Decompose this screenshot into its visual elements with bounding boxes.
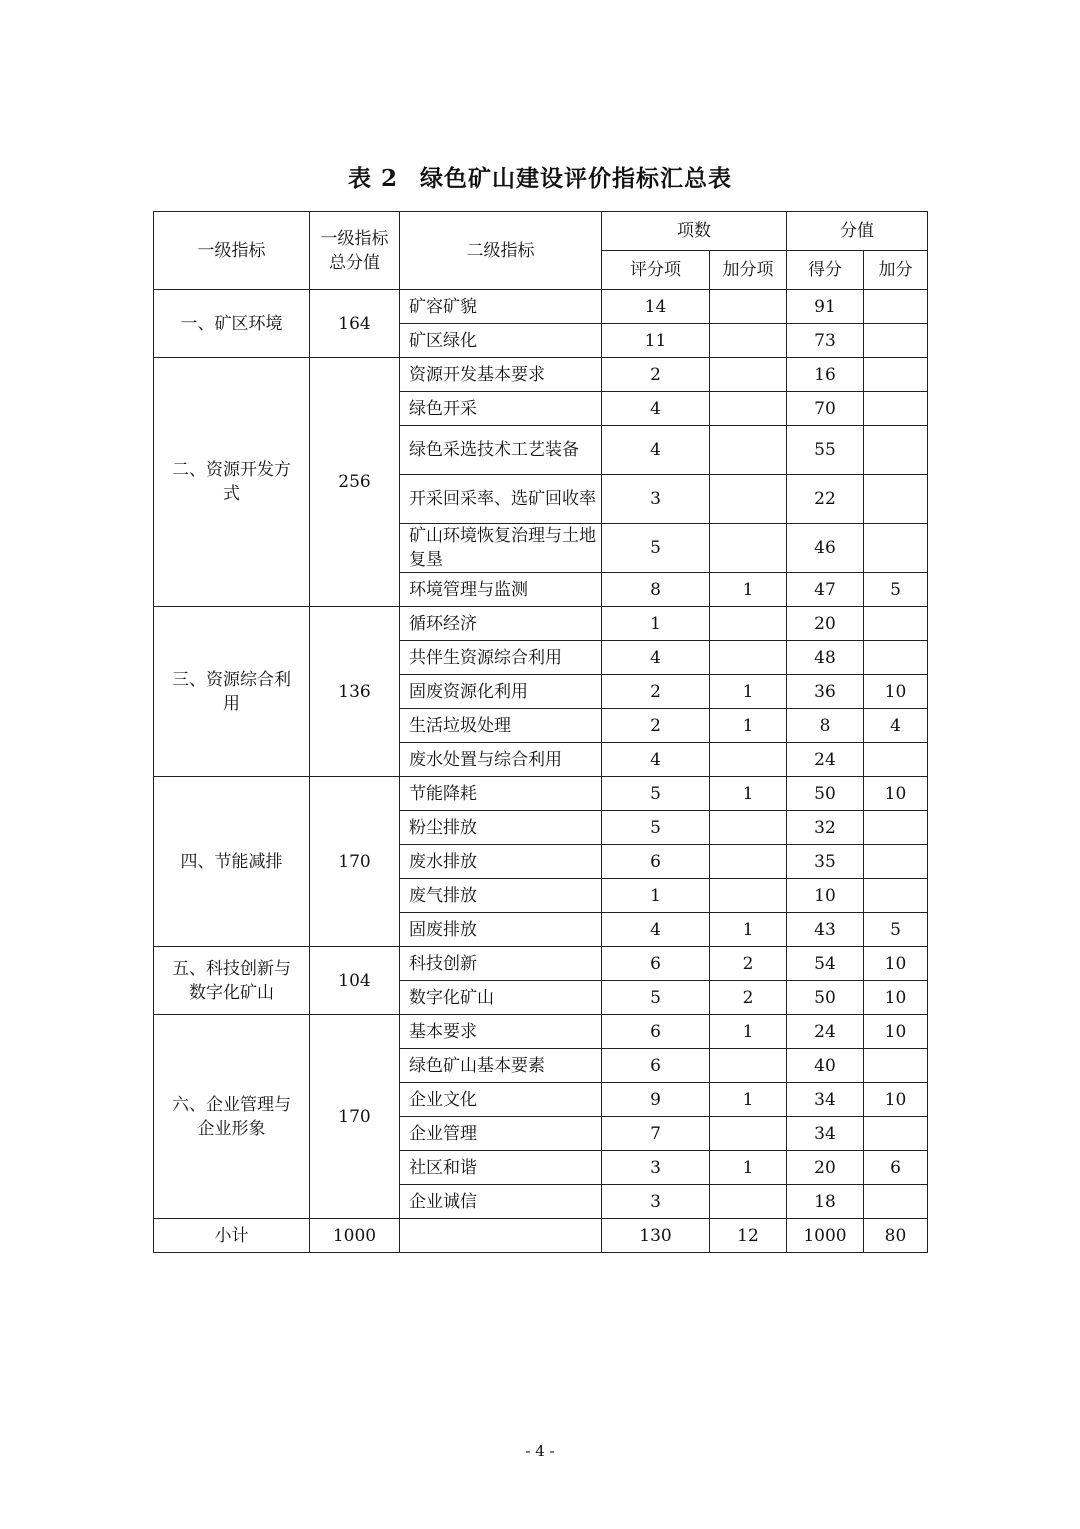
score-cell: 50 <box>787 981 864 1015</box>
level2-indicator: 企业管理 <box>400 1117 602 1151</box>
level2-indicator: 废水处置与综合利用 <box>400 743 602 777</box>
level1-total: 256 <box>310 358 400 607</box>
level2-indicator: 固废排放 <box>400 913 602 947</box>
scoring-items-cell: 6 <box>602 1015 710 1049</box>
scoring-items-cell: 4 <box>602 641 710 675</box>
total-level1-total: 1000 <box>310 1219 400 1253</box>
level2-indicator: 环境管理与监测 <box>400 573 602 607</box>
bonus-items-cell: 1 <box>710 913 787 947</box>
scoring-items-cell: 7 <box>602 1117 710 1151</box>
bonus-cell: 10 <box>864 675 928 709</box>
total-score: 1000 <box>787 1219 864 1253</box>
scoring-items-cell: 4 <box>602 392 710 426</box>
header-bonus-items: 加分项 <box>710 251 787 290</box>
scoring-items-cell: 1 <box>602 607 710 641</box>
bonus-items-cell <box>710 358 787 392</box>
summary-table <box>153 211 928 1253</box>
bonus-items-cell: 1 <box>710 1015 787 1049</box>
level1-total: 104 <box>310 947 400 1015</box>
scoring-items-cell: 6 <box>602 947 710 981</box>
bonus-items-cell: 2 <box>710 947 787 981</box>
bonus-items-cell <box>710 607 787 641</box>
bonus-cell <box>864 324 928 358</box>
bonus-cell: 5 <box>864 913 928 947</box>
scoring-items-cell: 2 <box>602 675 710 709</box>
level2-indicator: 开采回采率、选矿回收率 <box>400 475 602 524</box>
bonus-cell <box>864 607 928 641</box>
total-bonus-items: 12 <box>710 1219 787 1253</box>
bonus-cell <box>864 392 928 426</box>
bonus-cell <box>864 811 928 845</box>
header-score-group: 分值 <box>787 212 928 251</box>
score-cell: 22 <box>787 475 864 524</box>
bonus-cell: 10 <box>864 777 928 811</box>
level2-indicator: 科技创新 <box>400 947 602 981</box>
scoring-items-cell: 6 <box>602 845 710 879</box>
scoring-items-cell: 4 <box>602 426 710 475</box>
level2-indicator: 企业文化 <box>400 1083 602 1117</box>
page-number: - 4 - <box>525 1442 555 1460</box>
level2-indicator: 废水排放 <box>400 845 602 879</box>
level2-indicator: 资源开发基本要求 <box>400 358 602 392</box>
score-cell: 46 <box>787 524 864 573</box>
scoring-items-cell: 11 <box>602 324 710 358</box>
level1-total: 170 <box>310 1015 400 1219</box>
header-count-group: 项数 <box>602 212 787 251</box>
score-cell: 35 <box>787 845 864 879</box>
bonus-cell: 10 <box>864 1083 928 1117</box>
level2-indicator: 节能降耗 <box>400 777 602 811</box>
level1-total: 164 <box>310 290 400 358</box>
level2-indicator: 矿容矿貌 <box>400 290 602 324</box>
table-row <box>154 607 928 641</box>
level2-indicator: 绿色矿山基本要素 <box>400 1049 602 1083</box>
bonus-items-cell: 1 <box>710 573 787 607</box>
bonus-cell <box>864 426 928 475</box>
score-cell: 24 <box>787 743 864 777</box>
total-level2-cell <box>400 1219 602 1253</box>
level2-indicator: 共伴生资源综合利用 <box>400 641 602 675</box>
score-cell: 48 <box>787 641 864 675</box>
score-cell: 20 <box>787 1151 864 1185</box>
level1-indicator: 四、节能减排 <box>154 777 310 947</box>
score-cell: 16 <box>787 358 864 392</box>
bonus-cell <box>864 1117 928 1151</box>
bonus-cell <box>864 524 928 573</box>
score-cell: 34 <box>787 1117 864 1151</box>
score-cell: 55 <box>787 426 864 475</box>
bonus-cell <box>864 845 928 879</box>
bonus-cell <box>864 743 928 777</box>
level1-indicator: 六、企业管理与企业形象 <box>154 1015 310 1219</box>
bonus-items-cell <box>710 641 787 675</box>
bonus-cell: 10 <box>864 1015 928 1049</box>
level2-indicator: 矿山环境恢复治理与土地复垦 <box>400 524 602 573</box>
table-label: 表 2 <box>347 165 398 192</box>
header-score: 得分 <box>787 251 864 290</box>
bonus-items-cell <box>710 879 787 913</box>
scoring-items-cell: 3 <box>602 1151 710 1185</box>
scoring-items-cell: 9 <box>602 1083 710 1117</box>
header-level1: 一级指标 <box>154 212 310 290</box>
bonus-items-cell: 1 <box>710 1151 787 1185</box>
level2-indicator: 绿色采选技术工艺装备 <box>400 426 602 475</box>
bonus-cell <box>864 879 928 913</box>
level2-indicator: 数字化矿山 <box>400 981 602 1015</box>
level2-indicator: 矿区绿化 <box>400 324 602 358</box>
bonus-cell: 5 <box>864 573 928 607</box>
scoring-items-cell: 4 <box>602 913 710 947</box>
total-bonus: 80 <box>864 1219 928 1253</box>
score-cell: 91 <box>787 290 864 324</box>
level1-indicator: 二、资源开发方式 <box>154 358 310 607</box>
level2-indicator: 生活垃圾处理 <box>400 709 602 743</box>
table-title <box>0 160 1080 193</box>
level2-indicator: 社区和谐 <box>400 1151 602 1185</box>
score-cell: 73 <box>787 324 864 358</box>
table-row <box>154 290 928 324</box>
bonus-items-cell <box>710 475 787 524</box>
level1-total: 170 <box>310 777 400 947</box>
bonus-items-cell <box>710 1117 787 1151</box>
level2-indicator: 企业诚信 <box>400 1185 602 1219</box>
level2-indicator: 基本要求 <box>400 1015 602 1049</box>
level1-indicator: 一、矿区环境 <box>154 290 310 358</box>
header-bonus: 加分 <box>864 251 928 290</box>
score-cell: 54 <box>787 947 864 981</box>
total-scoring-items: 130 <box>602 1219 710 1253</box>
scoring-items-cell: 4 <box>602 743 710 777</box>
bonus-cell <box>864 475 928 524</box>
bonus-cell: 6 <box>864 1151 928 1185</box>
bonus-items-cell <box>710 1049 787 1083</box>
level2-indicator: 循环经济 <box>400 607 602 641</box>
level1-total: 136 <box>310 607 400 777</box>
bonus-items-cell <box>710 392 787 426</box>
level1-indicator: 五、科技创新与数字化矿山 <box>154 947 310 1015</box>
score-cell: 18 <box>787 1185 864 1219</box>
bonus-cell <box>864 1049 928 1083</box>
score-cell: 43 <box>787 913 864 947</box>
score-cell: 8 <box>787 709 864 743</box>
header-level2: 二级指标 <box>400 212 602 290</box>
level2-indicator: 固废资源化利用 <box>400 675 602 709</box>
score-cell: 24 <box>787 1015 864 1049</box>
level2-indicator: 废气排放 <box>400 879 602 913</box>
bonus-cell: 10 <box>864 947 928 981</box>
score-cell: 32 <box>787 811 864 845</box>
bonus-cell <box>864 641 928 675</box>
bonus-items-cell <box>710 324 787 358</box>
scoring-items-cell: 5 <box>602 524 710 573</box>
table-row <box>154 1015 928 1049</box>
scoring-items-cell: 14 <box>602 290 710 324</box>
scoring-items-cell: 6 <box>602 1049 710 1083</box>
scoring-items-cell: 2 <box>602 709 710 743</box>
bonus-items-cell <box>710 845 787 879</box>
scoring-items-cell: 2 <box>602 358 710 392</box>
scoring-items-cell: 1 <box>602 879 710 913</box>
bonus-cell <box>864 358 928 392</box>
scoring-items-cell: 5 <box>602 981 710 1015</box>
bonus-cell <box>864 290 928 324</box>
level1-indicator: 三、资源综合利用 <box>154 607 310 777</box>
table-row <box>154 358 928 392</box>
bonus-items-cell: 2 <box>710 981 787 1015</box>
bonus-items-cell <box>710 426 787 475</box>
bonus-items-cell <box>710 811 787 845</box>
bonus-items-cell: 1 <box>710 1083 787 1117</box>
table-row <box>154 777 928 811</box>
score-cell: 34 <box>787 1083 864 1117</box>
table-row <box>154 947 928 981</box>
bonus-cell: 4 <box>864 709 928 743</box>
scoring-items-cell: 5 <box>602 777 710 811</box>
header-level1-total: 一级指标总分值 <box>310 212 400 290</box>
score-cell: 47 <box>787 573 864 607</box>
bonus-items-cell: 1 <box>710 675 787 709</box>
total-row <box>154 1219 928 1253</box>
scoring-items-cell: 8 <box>602 573 710 607</box>
score-cell: 10 <box>787 879 864 913</box>
bonus-items-cell: 1 <box>710 777 787 811</box>
bonus-cell <box>864 1185 928 1219</box>
score-cell: 70 <box>787 392 864 426</box>
scoring-items-cell: 3 <box>602 475 710 524</box>
score-cell: 20 <box>787 607 864 641</box>
score-cell: 40 <box>787 1049 864 1083</box>
bonus-items-cell: 1 <box>710 709 787 743</box>
scoring-items-cell: 3 <box>602 1185 710 1219</box>
score-cell: 36 <box>787 675 864 709</box>
level2-indicator: 粉尘排放 <box>400 811 602 845</box>
score-cell: 50 <box>787 777 864 811</box>
bonus-cell: 10 <box>864 981 928 1015</box>
bonus-items-cell <box>710 1185 787 1219</box>
total-label: 小计 <box>154 1219 310 1253</box>
bonus-items-cell <box>710 290 787 324</box>
bonus-items-cell <box>710 524 787 573</box>
table-title-text: 绿色矿山建设评价指标汇总表 <box>420 165 732 192</box>
level2-indicator: 绿色开采 <box>400 392 602 426</box>
bonus-items-cell <box>710 743 787 777</box>
scoring-items-cell: 5 <box>602 811 710 845</box>
header-scoring-items: 评分项 <box>602 251 710 290</box>
